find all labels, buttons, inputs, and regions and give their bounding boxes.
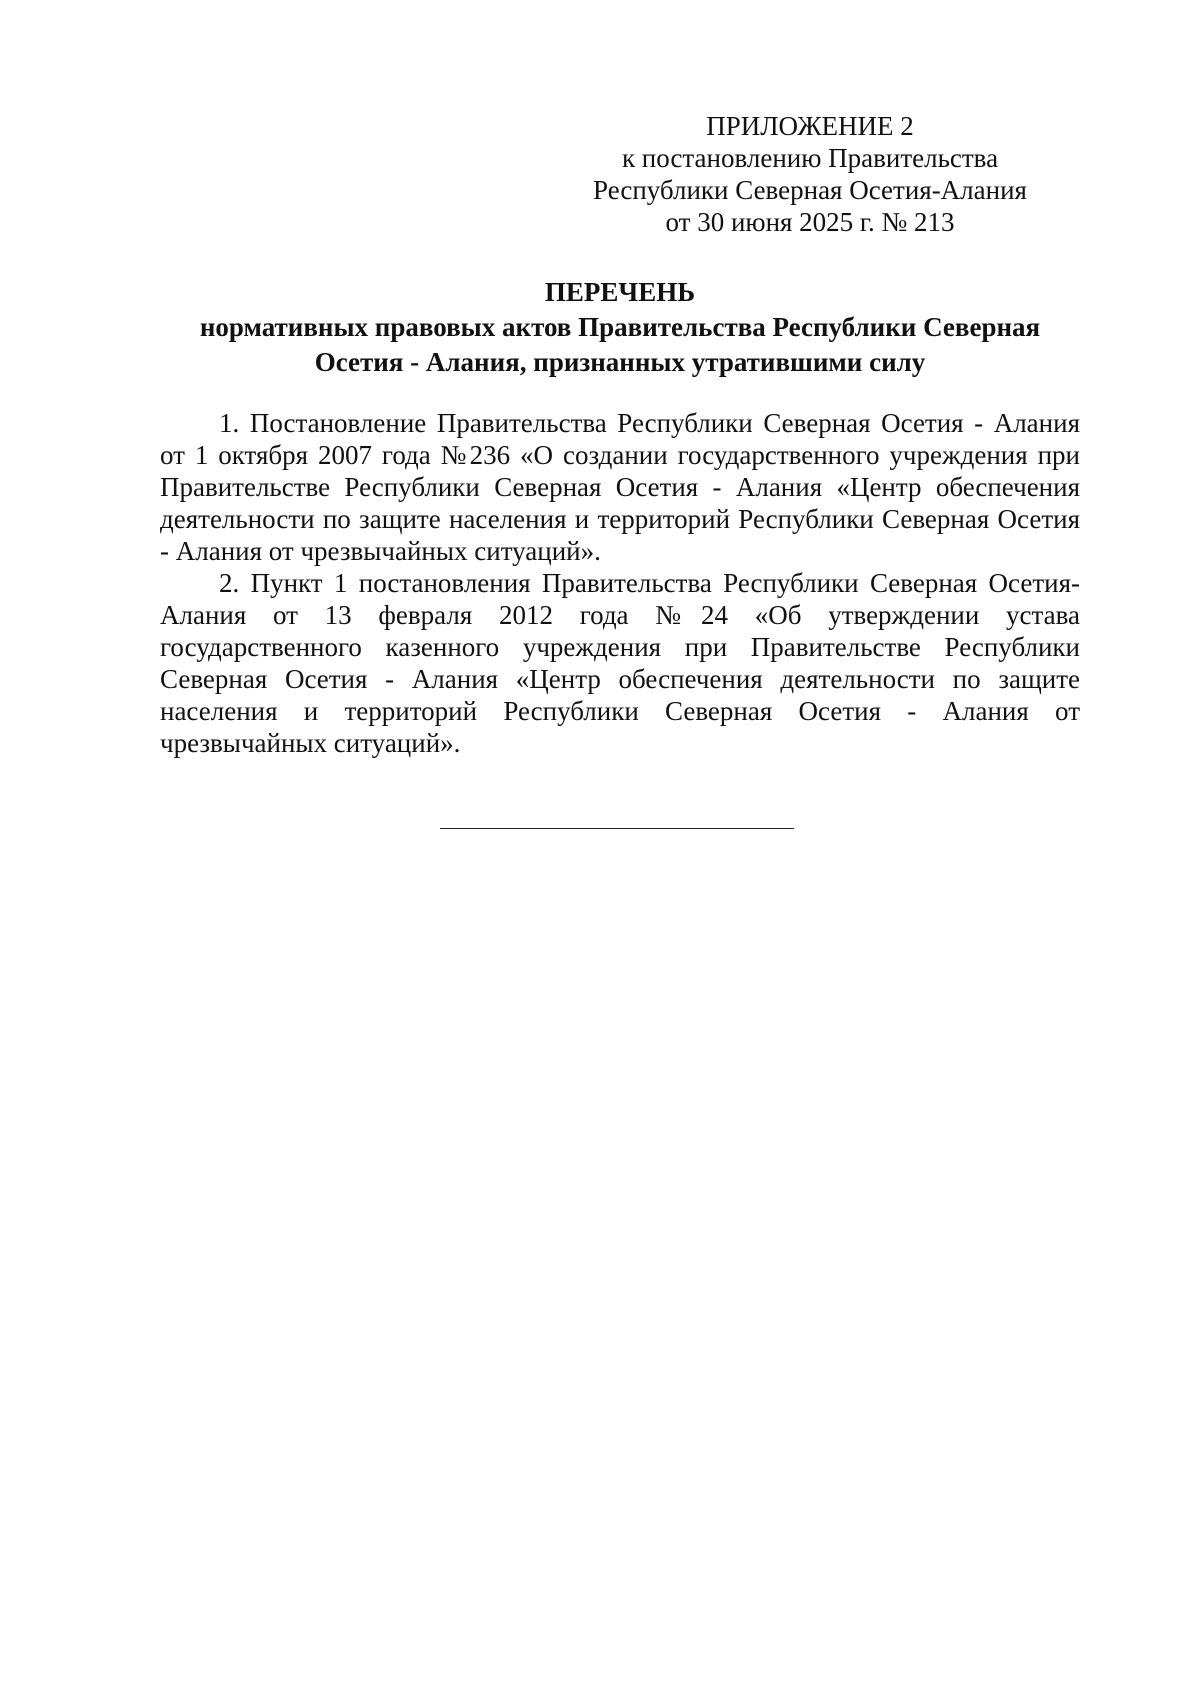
title-subtitle-line: Осетия - Алания, признанных утратившими силу bbox=[314, 347, 926, 377]
list-item: 2. Пункт 1 постановления Правительства Республики Северная Осетия-Алания от 13 февраля 2012 года №24 «Об утверждении устава государственного казенного учреждения при Правительстве Республики Северная Осетия - Алания «Центр обеспечения деятельности по защите населения и территорий Республики Северная Осетия - Алания от чрезвычайных ситуаций». bbox=[160, 568, 1080, 758]
document-title bbox=[160, 275, 1080, 380]
title-heading: ПЕРЕЧЕНЬ bbox=[544, 277, 696, 307]
appendix-reference-line: к постановлению Правительства bbox=[621, 143, 999, 173]
end-divider bbox=[440, 828, 794, 829]
appendix-date-number: от 30 июня 2025 г. № 213 bbox=[665, 207, 955, 237]
title-subtitle-line: нормативных правовых актов Правительства Республики Северная bbox=[199, 312, 1041, 342]
document-body bbox=[160, 407, 1080, 759]
appendix-header bbox=[560, 110, 1060, 238]
list-item: 1. Постановление Правительства Республики Северная Осетия - Алания от 1 октября 2007 года №236 «О создании государственного учреждения при Правительстве Республики Северная Осетия - Алания «Центр обеспечения деятельности по защите населения и территорий Республики Северная Осетия - Алания от чрезвычайных ситуаций». bbox=[160, 408, 1080, 566]
appendix-title: ПРИЛОЖЕНИЕ 2 bbox=[706, 111, 914, 141]
appendix-reference-line: Республики Северная Осетия-Алания bbox=[593, 175, 1027, 205]
